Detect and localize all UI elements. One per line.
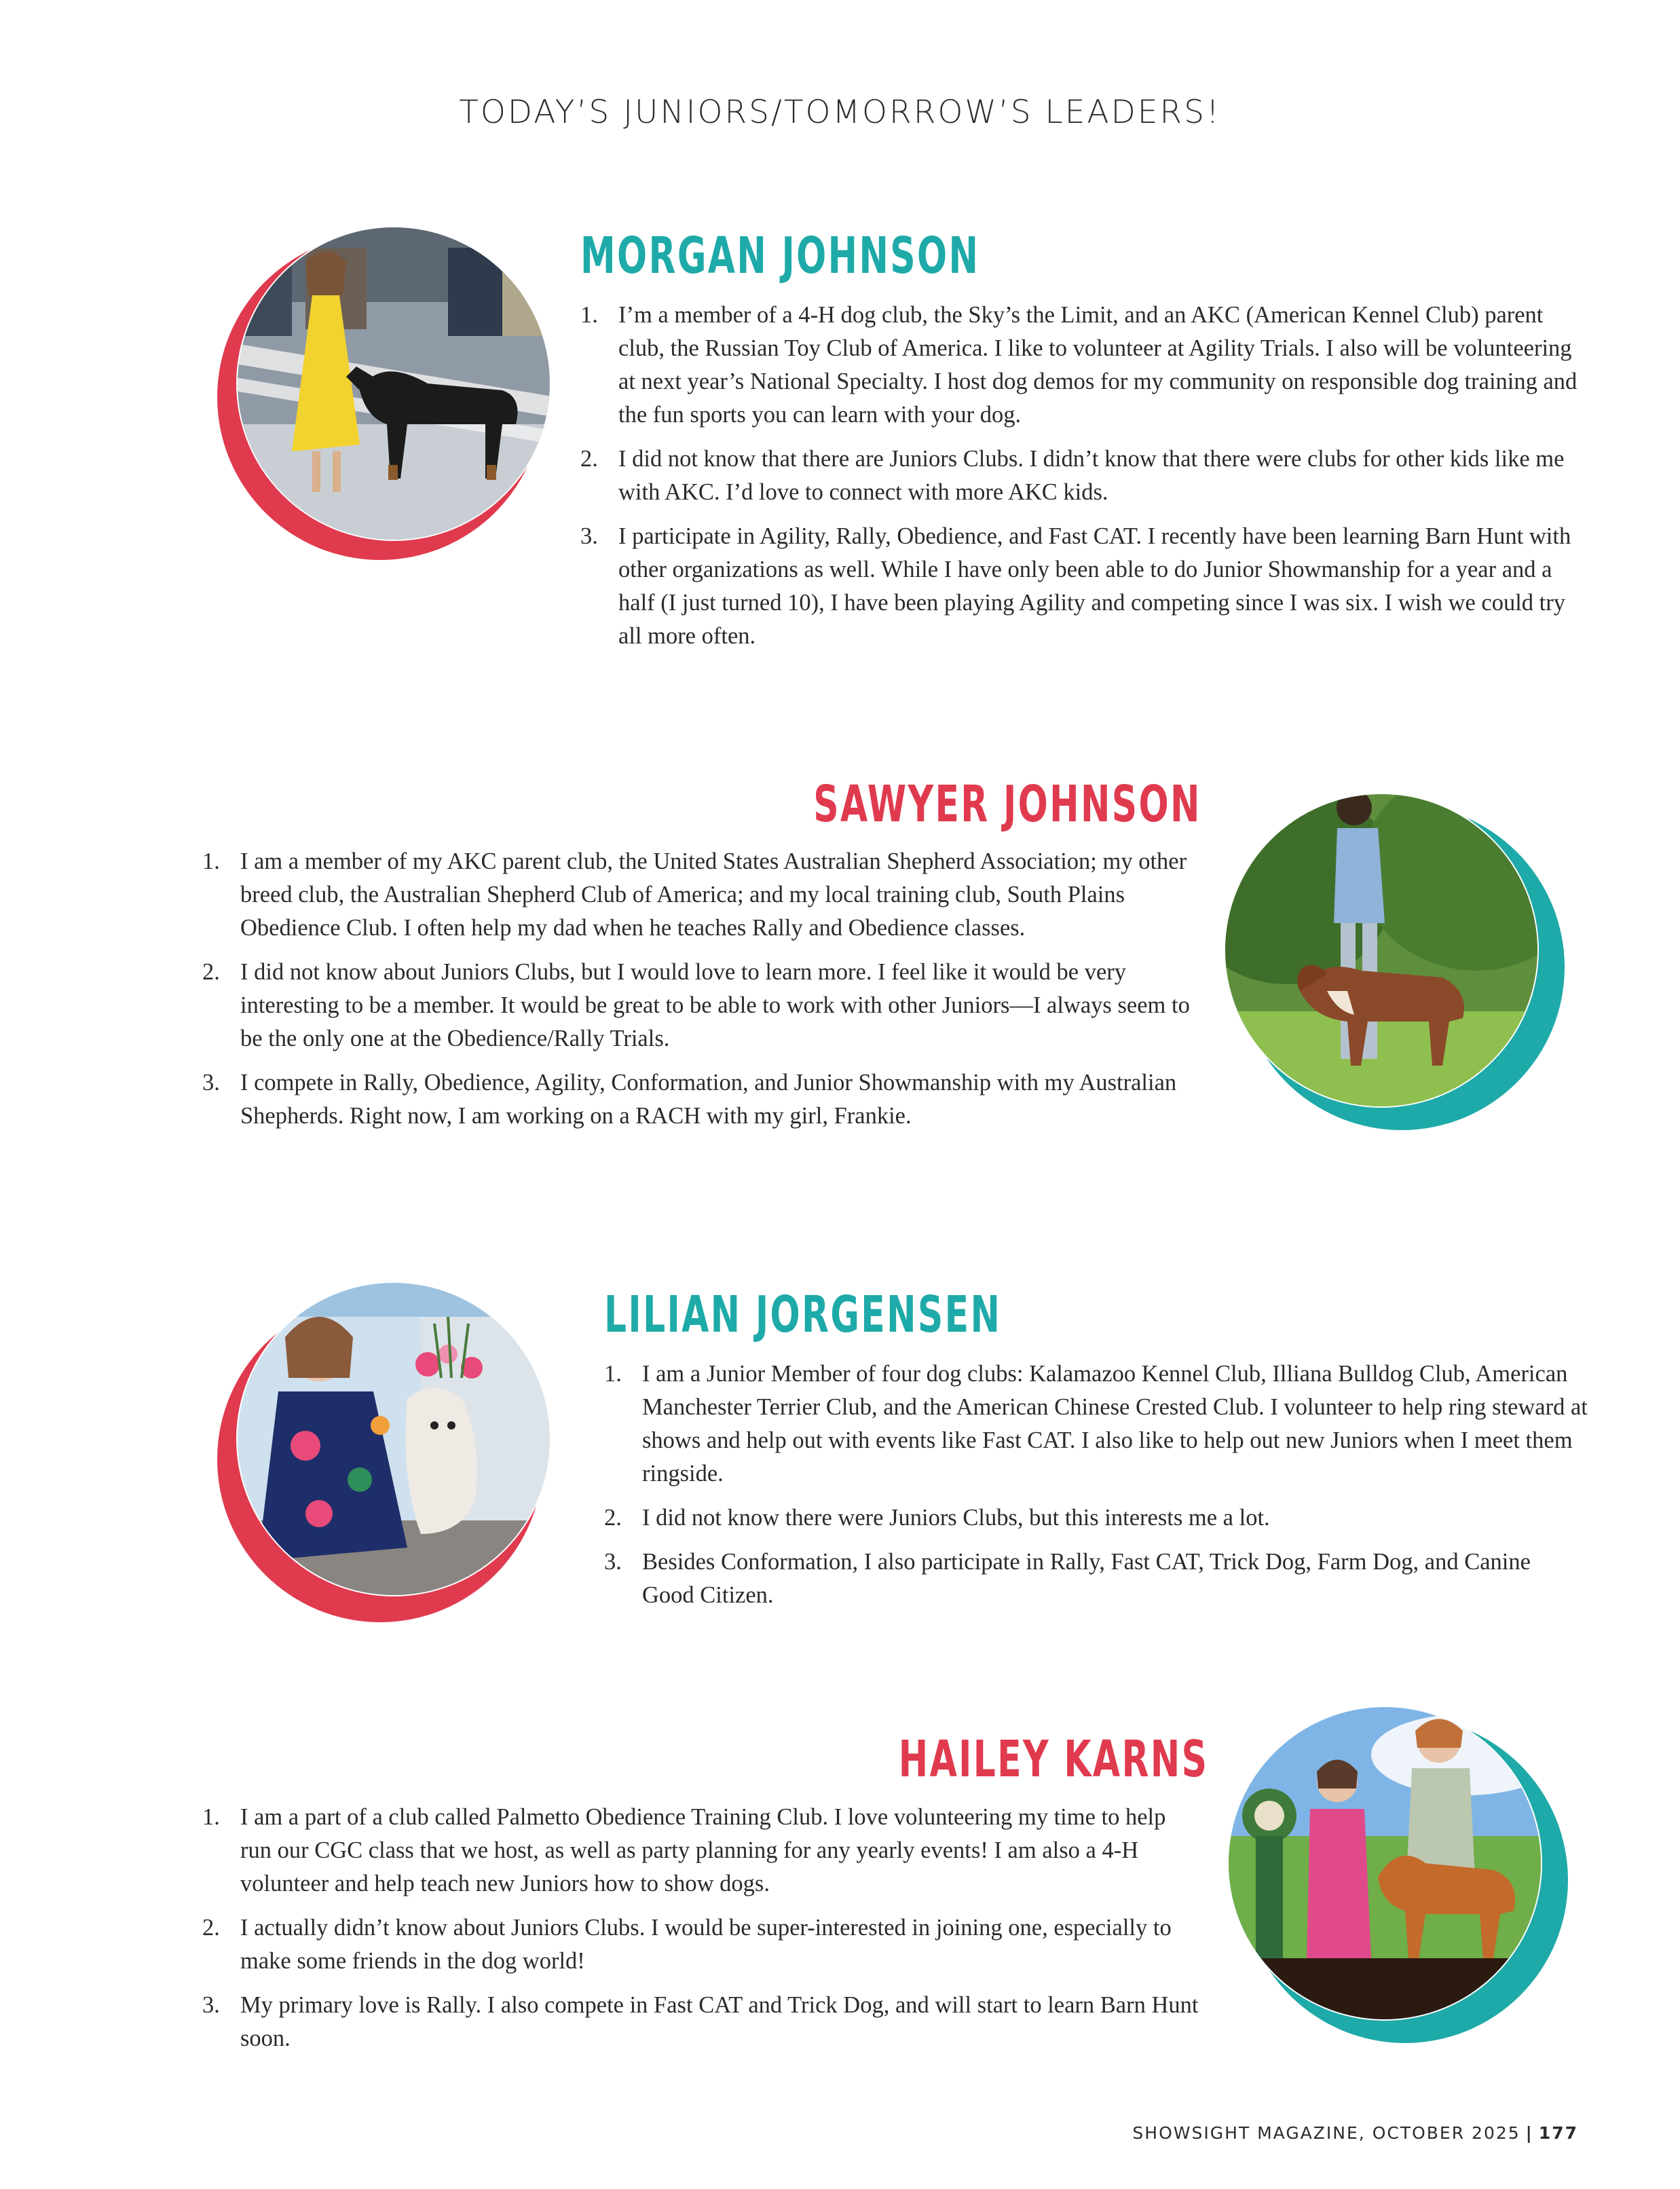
profile-name: SAWYER JOHNSON [813,775,1201,834]
profile-answers [604,1358,1588,1623]
list-item: 3. Besides Conformation, I also participate in Rally, Fast CAT, Trick Dog, Farm Dog, and Canine Good Citizen. [604,1549,1531,1608]
profile-name: MORGAN JOHNSON [580,227,980,285]
list-item: 2. I did not know about Juniors Clubs, but I would love to learn more. I feel like it would be very interesting to be a member. It would be great to be able to work with other Juniors—I always seem to be the only one at the Obedience/Rally Trials. [202,959,1190,1051]
list-item: 1. I am a member of my AKC parent club, the United States Australian Shepherd Association; my other breed club, the Australian Shepherd Club of America; and my local training club, South Plains Obedience Club. I often help my dad when he teaches Rally and Obedience classes. [202,848,1187,941]
page-number: 177 [1538,2123,1578,2143]
page-title: TODAY’S JUNIORS/TOMORROW’S LEADERS! [459,94,1221,131]
sawyer-johnson-photo [1218,787,1585,1140]
hailey-karns-photo [1222,1700,1588,2053]
profile-answers [580,299,1585,664]
list-item: 3. My primary love is Rally. I also compete in Fast CAT and Trick Dog, and will start to learn Barn Hunt soon. [202,1992,1199,2051]
profile-name: HAILEY KARNS [898,1730,1208,1789]
list-item: 3. I compete in Rally, Obedience, Agility, Conformation, and Junior Showmanship with my Australian Shepherds. Right now, I am working on a RACH with my girl, Frankie. [202,1070,1177,1129]
list-item: 2. I actually didn’t know about Juniors Clubs. I would be super-interested in joining one, especially to make some friends in the dog world! [202,1915,1172,1974]
magazine-credit: SHOWSIGHT MAGAZINE, OCTOBER 2025 [1132,2123,1520,2143]
page-footer [1132,2123,1578,2143]
list-item: 1. I am a part of a club called Palmetto Obedience Training Club. I love volunteering my time to help run our CGC class that we host, as well as party planning for any yearly events! I am also a 4-H volunteer and help teach new Juniors how to show dogs. [202,1804,1166,1896]
list-item: 2. I did not know there were Juniors Clubs, but this interests me a lot. [604,1505,1270,1531]
lilian-jorgensen-photo [204,1276,570,1636]
profile-answers [202,845,1200,1144]
list-item: 3. I participate in Agility, Rally, Obedience, and Fast CAT. I recently have been learning Barn Hunt with other organizations as well. While I have only been able to do Junior Showmanship for a year and a half (I just turned 10), I have been playing Agility and competing since I was six. I wish we could try all more often. [580,523,1571,649]
profile-name: LILIAN JORGENSEN [604,1286,1002,1344]
list-item: 2. I did not know that there are Juniors Clubs. I didn’t know that there were clubs for other kids like me with AKC. I’d love to connect with more AKC kids. [580,446,1565,505]
morgan-johnson-photo [204,221,570,574]
profile-answers [202,1801,1200,2066]
footer-separator: | [1525,2123,1533,2143]
list-item: 1. I’m a member of a 4-H dog club, the Sky’s the Limit, and an AKC (American Kennel Club) parent club, the Russian Toy Club of America. I like to volunteer at Agility Trials. I also will be volunteering at next year’s National Specialty. I host dog demos for my community on responsible dog training and the fun sports you can learn with your dog. [580,302,1578,428]
list-item: 1. I am a Junior Member of four dog clubs: Kalamazoo Kennel Club, Illiana Bulldog Club, American Manchester Terrier Club, and the American Chinese Crested Club. I volunteer to help ring steward at shows and help out with events like Fast CAT. I also like to help out new Juniors when I meet them ringside. [604,1361,1588,1486]
